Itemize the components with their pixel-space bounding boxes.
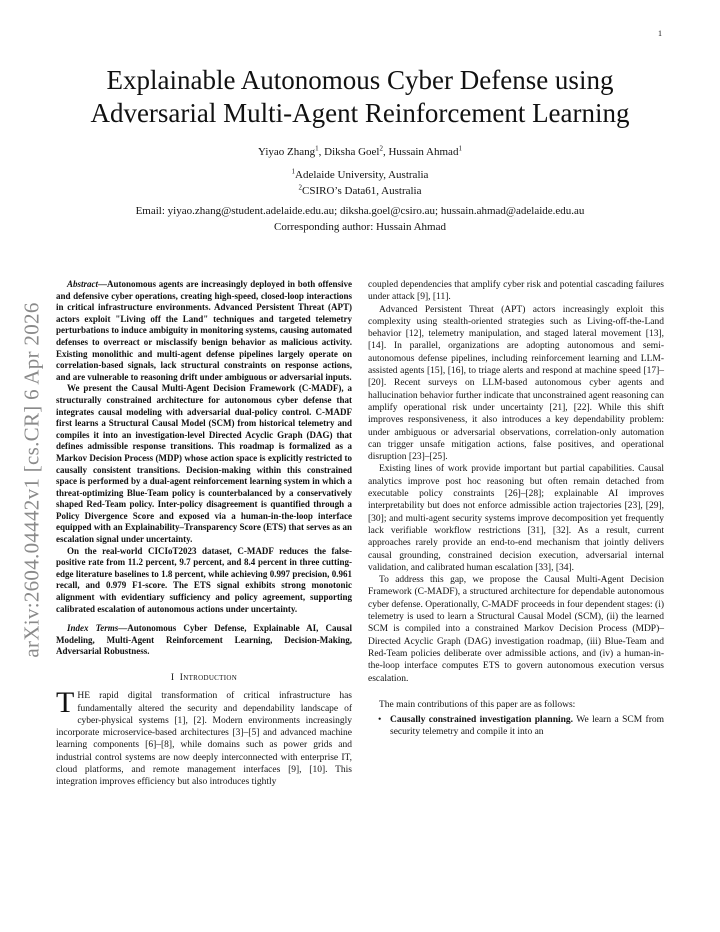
title-line-2: Adversarial Multi-Agent Reinforcement Learning (90, 98, 630, 128)
intro-paragraph-2: Advanced Persistent Threat (APT) actors increasingly exploit this complexity using stealth-oriented strategies such as Living-off-the-Land behavior [12], telemetry manipulation, and staged lateral movement [13], [14]. In parallel, organizations are adopting autonomous and semi-autonomous defense pipelines, including reinforcement learning and LLM-assisted agents [15], [16], to triage alerts and respond at machine speed [17]–[20]. Recent surveys on LLM-based autonomous cyber agents and hallucination behavior further indicate that unconstrained agent reasoning can amplify operational risk under uncertainty [21], [22]. While this shift improves responsiveness, it also introduces a key dependability problem: under ambiguous or adversarial observations, correlation-only automation can trigger unsafe mitigation actions, false positives, and operational disruption [23]–[25]. (368, 304, 664, 463)
index-terms (56, 623, 352, 658)
contribution-title: Causally constrained investigation planning. (390, 715, 574, 726)
arxiv-stamp: arXiv:2604.04442v1 [cs.CR] 6 Apr 2026 (19, 302, 44, 658)
abstract-paragraph-1 (56, 279, 352, 383)
contributions-list (368, 714, 664, 739)
abstract-paragraph-3: On the real-world CICIoT2023 dataset, C-MADF reduces the false-positive rate from 11.2 percent, 9.7 percent, and 8.4 percent in three cutting-edge literature baselines to 1.8 percent, while achieving 0.997 precision, 0.961 recall, and 0.979 F1-score. The ETS signal exhibits strong monotonic alignment with evidentiary sufficiency and policy agreement, supporting calibrated escalation of autonomous actions under uncertainty. (56, 545, 352, 614)
abstract-text-1: —Autonomous agents are increasingly deployed in both offensive and defensive cyber operations, creating high-speed, closed-loop interactions in critical infrastructure environments. Advanced Persistent Threat (APT) actors exploit "Living off the Land" techniques and targeted telemetry perturbations to induce ambiguity in monitoring systems, causing automated defenses to overreact or misclassify benign behavior as malicious activity. Existing monolithic and multi-agent defense pipelines largely operate on correlation-based signals, lack structural constraints on response actions, and are vulnerable to reasoning drift under ambiguous or adversarial inputs. (56, 279, 352, 382)
index-terms-text: —Autonomous Cyber Defense, Explainable AI, Causal Modeling, Multi-Agent Reinforcement Learning, Decision-Making, Adversarial Robustness. (56, 623, 352, 657)
author-name: Diksha Goel (324, 146, 380, 158)
title-line-1: Explainable Autonomous Cyber Defense using (106, 65, 614, 95)
email-line: Email: yiyao.zhang@student.adelaide.edu.au; diksha.goel@csiro.au; hussain.ahmad@adelaide.edu.au (135, 205, 585, 217)
abstract-paragraph-2: We present the Causal Multi-Agent Decision Framework (C-MADF), a structurally constrained architecture for autonomous cyber defense that integrates causal modeling with adversarial dual-policy control. C-MADF first learns a Structural Causal Model (SCM) from historical telemetry and compiles it into an investigation-level Directed Acyclic Graph (DAG) that defines admissible response transitions. This roadmap is formalized as a Markov Decision Process (MDP) whose action space is explicitly restricted to causally consistent transitions. Decision-making within this constrained space is performed by a dual-agent reinforcement learning system in which a threat-optimizing Blue-Team policy is counterbalanced by a conservatively shaped Red-Team policy. Inter-policy disagreement is quantified through a Policy Divergence Score and exposed via a human-in-the-loop interface equipped with an Explainability–Transparency Score (ETS) that serves as an escalation signal under uncertainty. (56, 383, 352, 545)
author-name: Hussain Ahmad (388, 146, 459, 158)
intro-paragraph-1-text: HE rapid digital transformation of critical infrastructure has fundamentally altered the security and dependability landscape of cyber-physical systems [1], [2]. Modern environments increasingly incorporate microservice-based architectures [3]–[5] and advanced machine learning components [6]–[8], while domains such as power grids and industrial control systems are now deeply interconnected with enterprise IT, cloud platforms, and remote management interfaces [9], [10]. This integration improves efficiency but also introduces tightly (56, 691, 352, 788)
corresponding-author: Corresponding author: Hussain Ahmad (273, 221, 446, 233)
affiliation-1 (60, 169, 660, 181)
section-heading-introduction (56, 672, 352, 684)
affiliation-sup: 1 (291, 167, 296, 176)
affiliation-text: CSIRO’s Data61, Australia (302, 185, 422, 197)
drop-cap: T (56, 686, 75, 720)
author-sup: 2 (379, 144, 383, 153)
intro-paragraph-1-continued: coupled dependencies that amplify cyber risk and potential cascading failures under attack [9], [11]. (368, 280, 664, 303)
index-terms-lead: Index Terms (67, 623, 119, 634)
author-list: Yiyao Zhang$^1$, Diksha Goel$^2$, Hussain Ahmad$^1$ (258, 144, 462, 158)
contribution-item (390, 714, 664, 739)
section-number: I (170, 673, 175, 683)
author-sup: 1 (315, 144, 319, 153)
abstract-lead: Abstract (67, 279, 99, 289)
affiliation-text: Adelaide University, Australia (295, 169, 429, 181)
affiliation-sup: 2 (298, 183, 303, 192)
right-column (368, 279, 664, 739)
intro-paragraph-1 (56, 686, 352, 788)
author-sup: 1 (458, 144, 462, 153)
left-column (56, 279, 352, 789)
section-title: Introduction (179, 673, 238, 683)
author-name: Yiyao Zhang (258, 146, 316, 158)
contributions-intro: The main contributions of this paper are as follows: (379, 699, 576, 710)
intro-paragraph-4: To address this gap, we propose the Causal Multi-Agent Decision Framework (C-MADF), a structured architecture for dependable autonomous cyber defense. Operationally, C-MADF proceeds in four dependent stages: (i) telemetry is used to learn a Structural Causal Model (SCM), (ii) the learned SCM is compiled into a constrained Markov Decision Process (MDP)–Directed Acyclic Graph (DAG) investigation roadmap, (iii) Blue-Team and Red-Team policies deliberate over admissible actions, and (iv) a human-in-the-loop interface computes ETS to govern autonomous execution versus escalation. (368, 575, 664, 684)
paper-title (60, 64, 660, 130)
abstract (56, 279, 352, 658)
intro-paragraph-3: Existing lines of work provide important but partial capabilities. Causal analytics improve post hoc reasoning but often remain detached from executable policy constraints [26]–[28]; explainable AI improves interpretability but does not enforce admissible action trajectories [23], [29], [30]; and multi-agent security systems improve decomposition yet frequently lack verifiable workflow restrictions [31], [32]. As a result, current approaches rarely provide an end-to-end mechanism that jointly delivers causal grounding, constrained decision execution, adversarial internal validation, and calibrated human escalation [33], [34]. (368, 464, 664, 573)
page-number: 1 (658, 29, 662, 38)
contribution-text: We learn a SCM from security telemetry and compile it into an (390, 715, 664, 738)
affiliation-2 (60, 185, 660, 197)
